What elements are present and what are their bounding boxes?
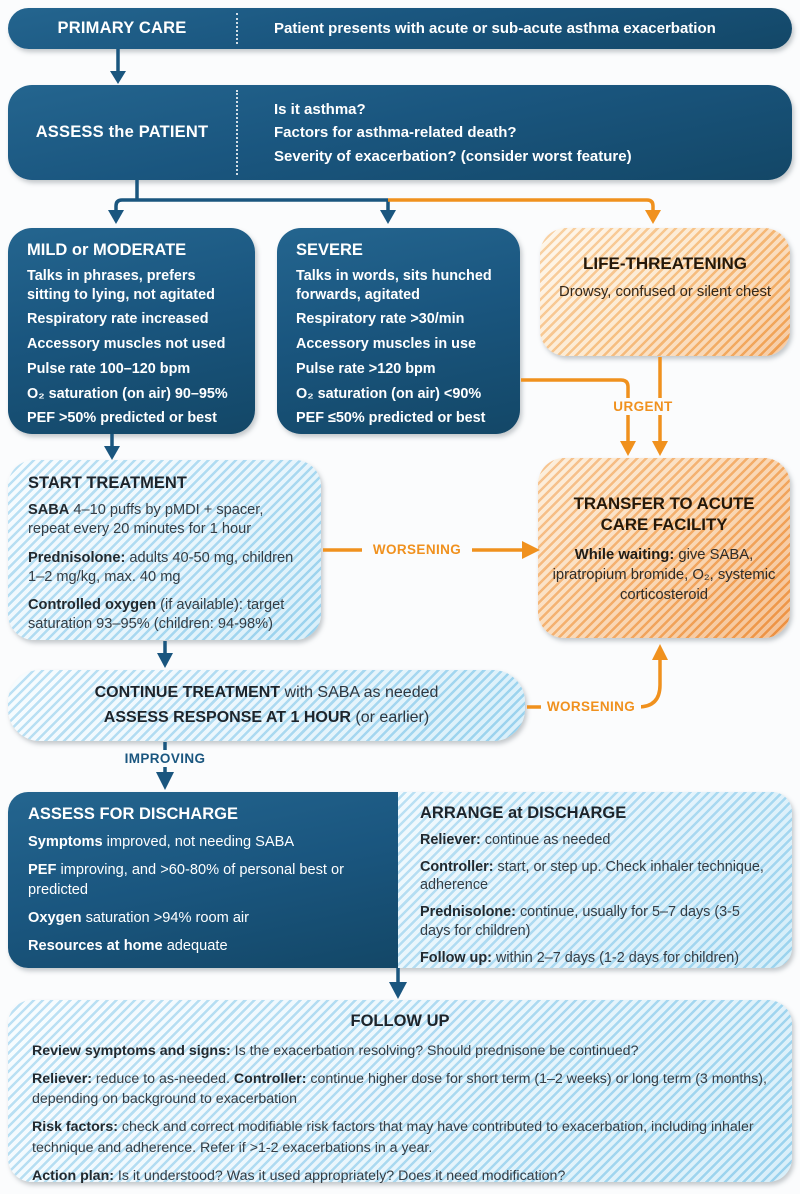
assess-question: Factors for asthma-related death? <box>274 124 517 141</box>
arrange-item: Reliever: continue as needed <box>420 832 611 848</box>
urgent-label: URGENT <box>608 398 678 415</box>
improving-label: IMPROVING <box>117 750 213 767</box>
arrow-mild-to-start <box>104 434 120 460</box>
criteria-item: Respiratory rate >30/min <box>296 311 465 328</box>
criteria-item: Talks in words, sits hunched forwards, agitated <box>296 268 492 303</box>
arrow-primary-to-assess <box>110 49 126 84</box>
assess-discharge-title: ASSESS FOR DISCHARGE <box>28 805 238 823</box>
assess-for-discharge-pane <box>8 792 398 968</box>
treatment-item: Controlled oxygen (if available): target saturation 93–95% (children: 94-98%) <box>28 597 285 633</box>
discharge-item: Resources at home adequate <box>28 938 228 954</box>
treatment-item: Prednisolone: adults 40-50 mg, children 1–2 mg/kg, max. 40 mg <box>28 549 294 585</box>
criteria-item: O₂ saturation (on air) <90% <box>296 385 482 402</box>
arrow-start-to-continue <box>157 641 173 668</box>
criteria-item: PEF >50% predicted or best <box>27 410 217 427</box>
primary-care-text: Patient presents with acute or sub-acute asthma exacerbation <box>274 20 716 37</box>
arrange-at-discharge-pane <box>398 792 792 968</box>
arrange-item: Prednisolone: continue, usually for 5–7 days (3-5 days for children) <box>420 904 740 939</box>
criteria-item: Pulse rate 100–120 bpm <box>27 360 191 377</box>
assess-patient-label: ASSESS the PATIENT <box>35 123 209 141</box>
assess-question: Is it asthma? <box>274 100 366 118</box>
severe-title: SEVERE <box>296 241 363 259</box>
branch-rail <box>108 180 661 224</box>
assess-question: Severity of exacerbation? (consider worst feature) <box>274 147 632 165</box>
criteria-item: Pulse rate >120 bpm <box>296 360 436 377</box>
mild-moderate-box <box>8 228 255 434</box>
life-threatening-box <box>540 228 790 356</box>
severe-box <box>277 228 520 434</box>
life-threatening-text: Drowsy, confused or silent chest <box>559 284 771 300</box>
treatment-item: SABA 4–10 puffs by pMDI + spacer, repeat every 20 minutes for 1 hour <box>28 502 264 538</box>
criteria-item: Accessory muscles in use <box>296 336 476 353</box>
criteria-item: Accessory muscles not used <box>27 336 226 353</box>
transfer-box <box>538 458 790 638</box>
criteria-item: Talks in phrases, prefers sitting to lying, not agitated <box>27 268 215 303</box>
primary-care-box <box>8 8 792 49</box>
discharge-item: PEF improving, and >60-80% of personal best or predicted <box>28 862 344 898</box>
primary-care-label: PRIMARY CARE <box>57 19 187 37</box>
arrow-severe-urgent <box>521 380 636 456</box>
criteria-item: O₂ saturation (on air) 90–95% <box>27 385 228 402</box>
mild-moderate-title: MILD or MODERATE <box>27 241 187 259</box>
arrow-discharge-to-followup <box>389 968 407 999</box>
discharge-box <box>8 792 792 968</box>
transfer-text: While waiting: give SABA, ipratropium bromide, O₂, systemic corticosteroid <box>552 546 776 603</box>
criteria-item: Respiratory rate increased <box>27 311 209 328</box>
follow-up-item: Reliever: reduce to as-needed. Controller: continue higher dose for short term (1–2 weeks) or long term (3 months), depending on background to exacerbation <box>32 1071 767 1108</box>
assess-patient-box <box>8 85 792 180</box>
discharge-item: Oxygen saturation >94% room air <box>28 909 250 926</box>
criteria-item: PEF ≤50% predicted or best <box>296 410 486 427</box>
arrange-discharge-title: ARRANGE at DISCHARGE <box>420 804 627 822</box>
follow-up-title: FOLLOW UP <box>350 1012 450 1030</box>
continue-treatment-box <box>8 670 525 741</box>
follow-up-item: Review symptoms and signs: Is the exacerbation resolving? Should prednisone be continued? <box>32 1043 639 1059</box>
transfer-title: TRANSFER TO ACUTE CARE FACILITY <box>573 494 755 534</box>
worsening-lower-label: WORSENING <box>541 698 641 715</box>
start-treatment-box <box>8 460 321 640</box>
life-threatening-title: LIFE-THREATENING <box>582 254 747 273</box>
assess-response-line: ASSESS RESPONSE AT 1 HOUR (or earlier) <box>103 708 430 726</box>
follow-up-item: Action plan: Is it understood? Was it used appropriately? Does it need modification? <box>32 1167 566 1184</box>
follow-up-box <box>8 1000 792 1182</box>
worsening-upper-label: WORSENING <box>362 541 472 558</box>
start-treatment-title: START TREATMENT <box>28 474 187 492</box>
arrange-item: Controller: start, or step up. Check inhaler technique, adherence <box>420 858 764 894</box>
continue-line: CONTINUE TREATMENT with SABA as needed <box>94 683 439 701</box>
arrange-item: Follow up: within 2–7 days (1-2 days for children) <box>420 949 740 966</box>
discharge-item: Symptoms improved, not needing SABA <box>28 834 295 850</box>
follow-up-item: Risk factors: check and correct modifiable risk factors that may have contributed to exacerbation, including inhaler technique and adherence. Refer if >1-2 exacerbations in a year. <box>32 1119 754 1156</box>
